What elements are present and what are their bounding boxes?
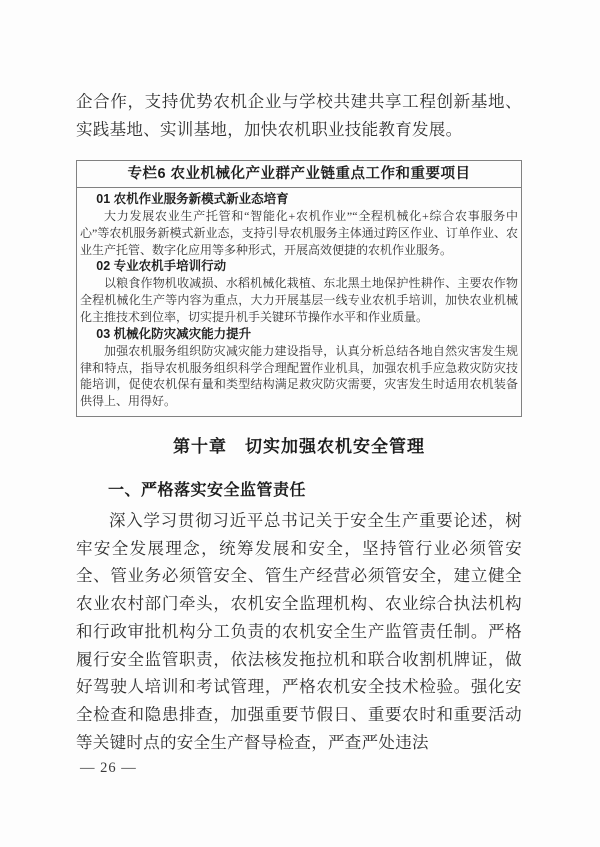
panel-item: [80, 326, 518, 410]
panel-item: [80, 191, 518, 258]
panel-item-heading: 03 机械化防灾减灾能力提升: [96, 326, 252, 341]
page-number: — 26 —: [80, 760, 137, 776]
panel-item-body: 大力发展农业生产托管和“智能化+农机作业”“全程机械化+综合农事服务中心”等农机服务新模式新业态，支持引导农机服务主体通过跨区作业、订单作业、农业生产托管、数字化应用等多种形式，开展高效便捷的农机作业服务。: [80, 209, 518, 257]
chapter-title: 第十章 切实加强农机安全管理: [173, 437, 425, 456]
panel-body: [77, 188, 521, 416]
panel-box: [76, 160, 522, 417]
panel-item-body: 加强农机服务组织防灾减灾能力建设指导，认真分析总结各地自然灾害发生规律和特点，指导农机服务组织科学合理配置作业机具，加强农机手应急救灾防灾技能培训，促使农机保有量和类型结构满足救灾防灾需要，灾害发生时适用农机装备供得上、用得好。: [80, 343, 518, 409]
panel-item-heading: 02 专业农机手培训行动: [96, 259, 227, 274]
panel-item-heading: 01 农机作业服务新模式新业态培育: [96, 192, 289, 206]
panel-title: 专栏6 农业机械化产业群产业链重点工作和重要项目: [77, 161, 521, 188]
intro-paragraph: 企合作，支持优势农机企业与学校共建共享工程创新基地、实践基地、实训基地，加快农机职业技能教育发展。: [76, 92, 522, 139]
panel-item: [80, 258, 518, 325]
section-heading: 一、严格落实安全监管责任: [108, 482, 307, 499]
body-paragraph: 深入学习贯彻习近平总书记关于安全生产重要论述，树牢安全发展理念，统筹发展和安全，坚持管行业必须管安全、管业务必须管安全、管生产经营必须管安全，建立健全农业农村部门牵头，农机安全监理机构、农业综合执法机构和行政审批机构分工负责的农机安全生产监管责任制。严格履行安全监管职责，依法核发拖拉机和联合收割机牌证，做好驾驶人培训和考试管理，严格农机安全技术检验。强化安全检查和隐患排查，加强重要节假日、重要农时和重要活动等关键时点的安全生产督导检查，严查严处违法: [76, 511, 522, 752]
panel-item-body: 以粮食作物机收减损、水稻机械化栽植、东北黑土地保护性耕作、主要农作物全程机械化生产等内容为重点，大力开展基层一线专业农机手培训，加快农业机械化主推技术到位率，切实提升机手关键环节操作水平和作业质量。: [80, 276, 518, 324]
